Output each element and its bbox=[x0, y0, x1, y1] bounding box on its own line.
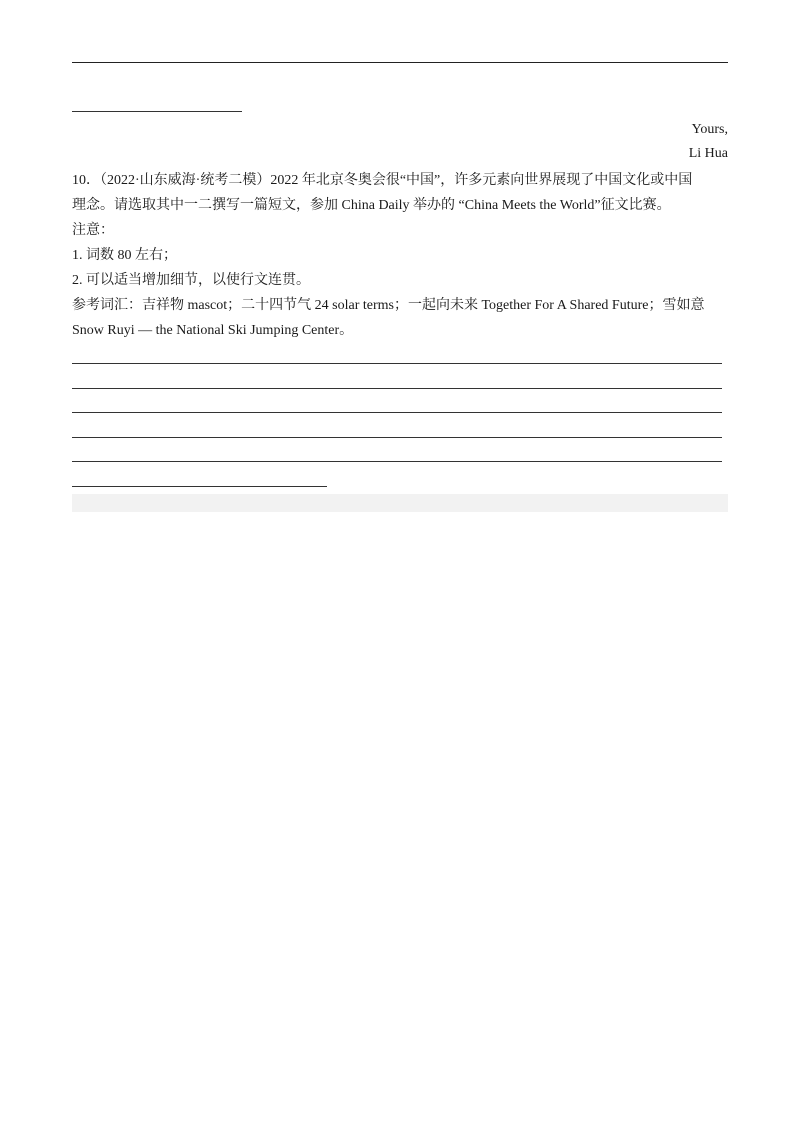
question-10 bbox=[72, 168, 728, 343]
vocabulary-line-1: 参考词汇：吉祥物 mascot；二十四节气 24 solar terms；一起向未来 Together For A Shared Future；雪如意 bbox=[72, 298, 705, 313]
notice-item-1: 1. 词数 80 左右； bbox=[72, 248, 177, 263]
section-divider-band bbox=[72, 494, 728, 512]
answer-line bbox=[72, 388, 722, 413]
header-rule bbox=[72, 62, 728, 63]
question-stem-line-2: 理念。请选取其中一二撰写一篇短文，参加 China Daily 举办的 “China Meets the World”征文比赛。 bbox=[72, 198, 671, 213]
letter-signature-name: Li Hua bbox=[688, 146, 728, 161]
letter-sign-off: Yours, bbox=[691, 122, 728, 137]
vocabulary-line-2: Snow Ruyi — the National Ski Jumping Center。 bbox=[72, 323, 354, 338]
answer-line bbox=[72, 363, 722, 388]
answer-line bbox=[72, 437, 722, 462]
question-stem-line-1: 10．（2022·山东威海·统考二模）2022 年北京冬奥会很“中国”，许多元素向世界展现了中国文化或中国 bbox=[72, 173, 693, 188]
notice-label: 注意： bbox=[72, 223, 114, 238]
answer-line bbox=[72, 461, 722, 486]
answer-blank-line bbox=[72, 111, 242, 112]
answer-writing-area bbox=[72, 363, 722, 510]
notice-item-2: 2. 可以适当增加细节，以使行文连贯。 bbox=[72, 273, 310, 288]
answer-line bbox=[72, 412, 722, 437]
